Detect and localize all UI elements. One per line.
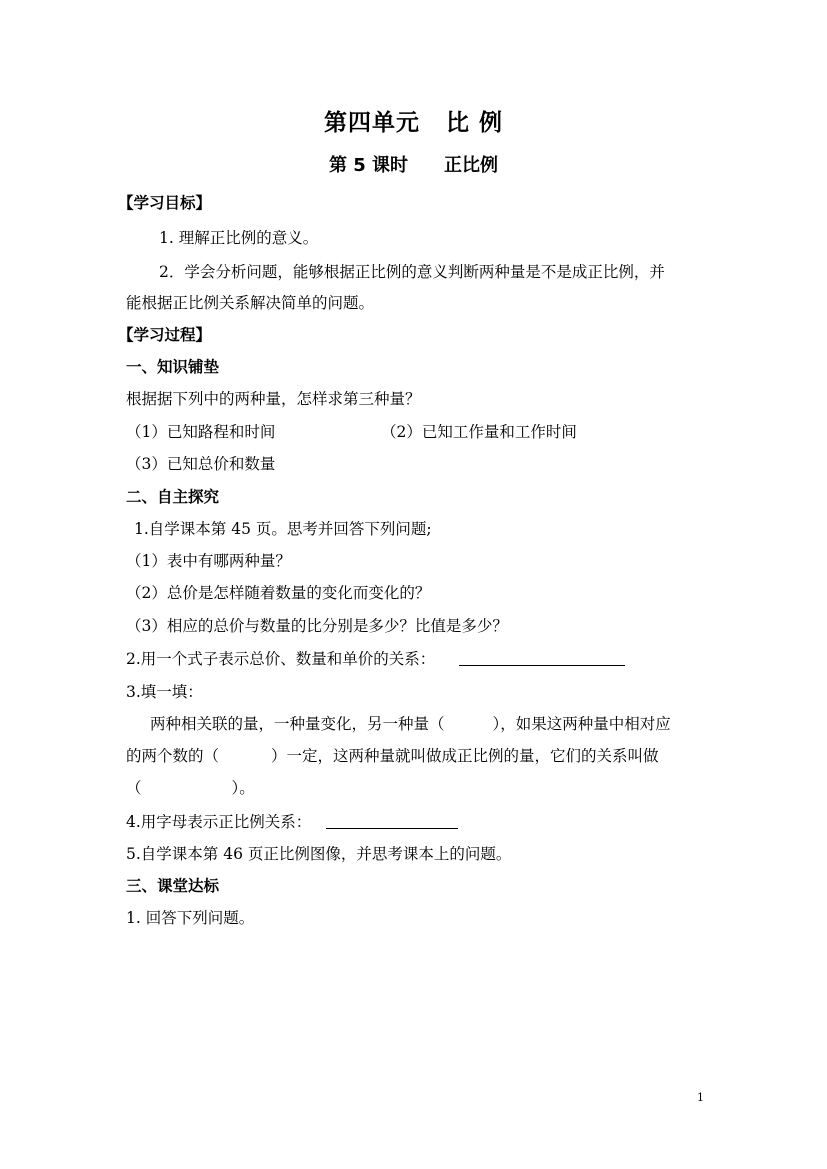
section-1-heading: 一、知识铺垫 [126, 358, 220, 376]
section-1-option-2: （2）已知工作量和工作时间 [381, 423, 577, 441]
fill-line-3-text-b: ）。 [231, 779, 255, 797]
goal-item-1: 1. 理解正比例的意义。 [159, 229, 319, 247]
fill-line-3 [126, 778, 255, 798]
answer-blank-relation[interactable] [326, 813, 458, 829]
section-2-question-1: 1.自学课本第 45 页。思考并回答下列问题; [134, 520, 432, 538]
fill-line-3-text-a: （ [126, 779, 142, 797]
goal-item-2-line-1: 2．学会分析问题，能够根据正比例的意义判断两种量是不是成正比例，并 [159, 263, 665, 281]
unit-topic: 比 例 [445, 110, 503, 136]
section-2-question-5: 5.自学课本第 46 页正比例图像，并思考课本上的问题。 [126, 845, 512, 863]
section-1-question: 根据据下列中的两种量，怎样求第三种量？ [126, 390, 421, 408]
fill-line-1-text-a: 两种相关联的量，一种量变化，另一种量（ [150, 715, 445, 733]
section-2-question-1-3: （3）相应的总价与数量的比分别是多少？比值是多少？ [126, 617, 508, 635]
section-2-question-3: 3.填一填： [126, 683, 203, 701]
section-1-option-3: （3）已知总价和数量 [126, 455, 276, 473]
section-3-heading: 三、课堂达标 [126, 877, 220, 895]
fill-line-1 [150, 714, 671, 734]
section-2-question-1-1: （1）表中有哪两种量？ [126, 552, 291, 570]
process-heading: 【学习过程】 [118, 326, 212, 344]
unit-label: 第四单元 [323, 110, 420, 136]
section-1-option-1: （1）已知路程和时间 [126, 423, 276, 441]
fill-line-2 [126, 746, 659, 766]
section-3-question-1: 1. 回答下列问题。 [126, 909, 255, 927]
question-4-text: 4.用字母表示正比例关系： [126, 813, 312, 831]
fill-line-2-text-b: ）一定，这两种量就叫做成正比例的量，它们的关系叫做 [271, 747, 659, 765]
section-2-question-4 [126, 812, 311, 832]
lesson-number: 第 5 课时 [328, 155, 409, 176]
page-title [0, 108, 827, 138]
goals-heading: 【学习目标】 [118, 194, 212, 212]
lesson-subtitle [0, 154, 827, 178]
section-2-heading: 二、自主探究 [126, 488, 220, 506]
fill-line-1-text-b: ），如果这两种量中相对应 [492, 715, 671, 733]
fill-line-2-text-a: 的两个数的（ [126, 747, 220, 765]
section-2-question-2 [126, 649, 435, 669]
question-2-text: 2.用一个式子表示总价、数量和单价的关系： [126, 650, 436, 668]
answer-blank-formula[interactable] [459, 650, 625, 666]
goal-item-2-line-2: 能根据正比例关系解决简单的问题。 [126, 294, 375, 312]
section-2-question-1-2: （2）总价是怎样随着数量的变化而变化的？ [126, 584, 431, 602]
page-number: 1 [697, 1091, 704, 1104]
lesson-name: 正比例 [444, 155, 499, 176]
